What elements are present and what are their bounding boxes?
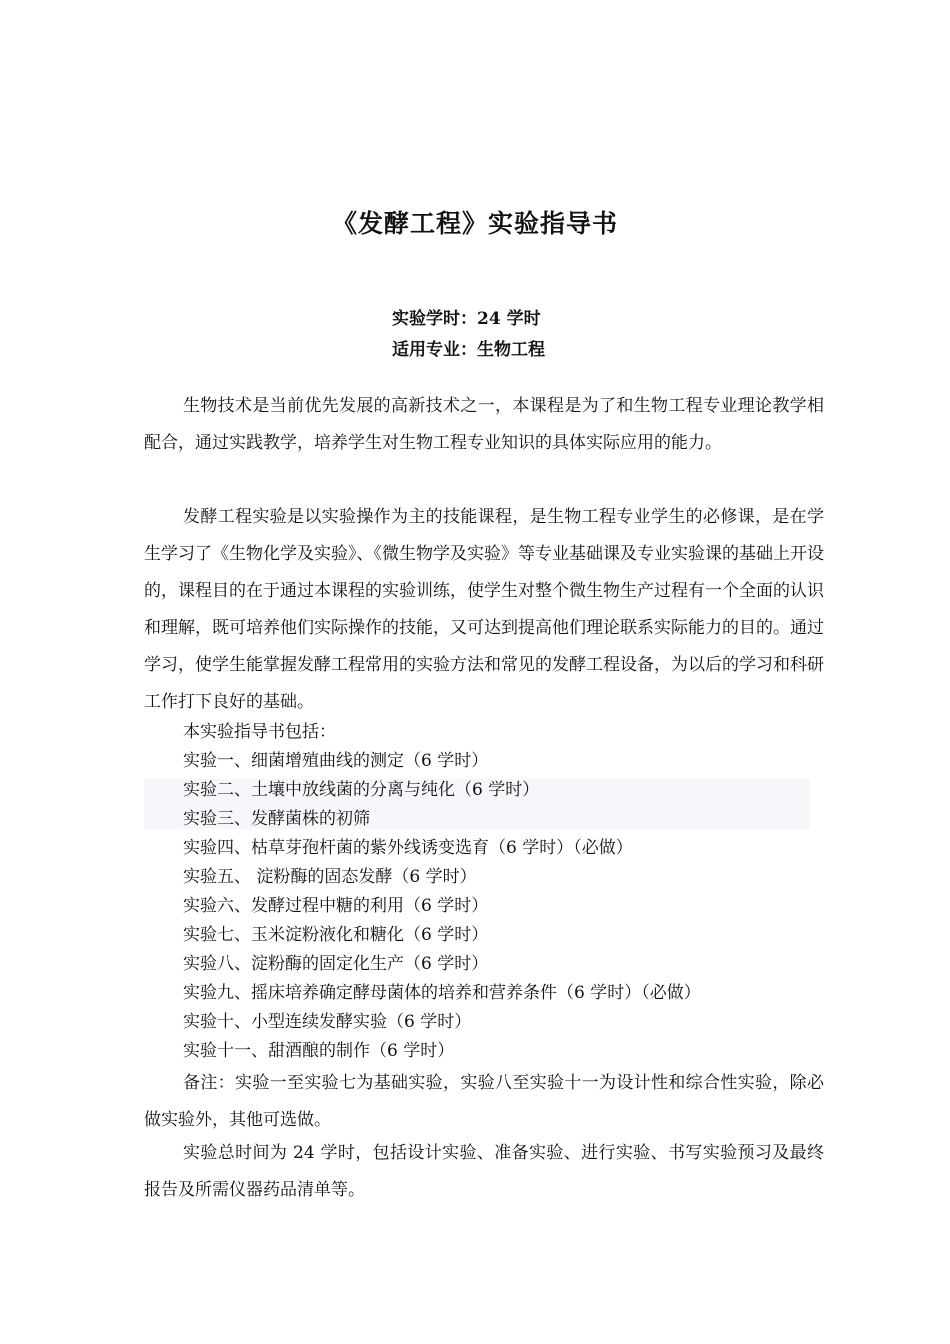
list-item: 实验七、玉米淀粉液化和糖化（6 学时） — [183, 925, 489, 945]
intro-paragraph-1-container — [144, 388, 824, 462]
list-item: 实验二、土壤中放线菌的分离与纯化（6 学时） — [183, 780, 540, 800]
applicable-major: 适用专业：生物工程 — [392, 340, 545, 360]
list-intro: 本实验指导书包括： — [183, 722, 336, 742]
intro-paragraph-2: 发酵工程实验是以实验操作为主的技能课程，是生物工程专业学生的必修课，是在学生学习了《生物化学及实验》、《微生物学及实验》等专业基础课及专业实验课的基础上开设的，课程目的在于通过本课程的实验训练，使学生对整个微生物生产过程有一个全面的认识和理解，既可培养他们实际操作的技能，又可达到提高他们理论联系实际能力的目的。通过学习，使学生能掌握发酵工程常用的实验方法和常见的发酵工程设备，为以后的学习和科研工作打下良好的基础。 — [144, 507, 824, 712]
note-container — [144, 1065, 824, 1139]
total-time-paragraph: 实验总时间为 24 学时，包括设计实验、准备实验、进行实验、书写实验预习及最终报告及所需仪器药品清单等。 — [144, 1143, 824, 1200]
total-container — [144, 1135, 824, 1209]
list-item: 实验一、细菌增殖曲线的测定（6 学时） — [183, 751, 489, 771]
document-title: 《发酵工程》实验指导书 — [331, 209, 618, 238]
intro-paragraph-2-container — [144, 499, 824, 721]
list-item: 实验六、发酵过程中糖的利用（6 学时） — [183, 896, 489, 916]
list-item: 实验五、 淀粉酶的固态发酵（6 学时） — [183, 867, 477, 887]
list-item: 实验十、小型连续发酵实验（6 学时） — [183, 1012, 472, 1032]
list-item: 实验三、发酵菌株的初筛 — [183, 809, 370, 829]
course-hours: 实验学时：24 学时 — [392, 309, 541, 329]
list-item: 实验九、摇床培养确定酵母菌体的培养和营养条件（6 学时）（必做） — [183, 983, 701, 1003]
list-item: 实验十一、甜酒酿的制作（6 学时） — [183, 1041, 455, 1061]
list-item: 实验八、淀粉酶的固定化生产（6 学时） — [183, 954, 489, 974]
intro-paragraph-1: 生物技术是当前优先发展的高新技术之一，本课程是为了和生物工程专业理论教学相配合，通过实践教学，培养学生对生物工程专业知识的具体实际应用的能力。 — [144, 396, 824, 453]
note-paragraph: 备注：实验一至实验七为基础实验，实验八至实验十一为设计性和综合性实验，除必做实验外，其他可选做。 — [144, 1073, 824, 1130]
experiment-list — [183, 718, 701, 1066]
list-item: 实验四、枯草芽孢杆菌的紫外线诱变选育（6 学时）（必做） — [183, 838, 633, 858]
